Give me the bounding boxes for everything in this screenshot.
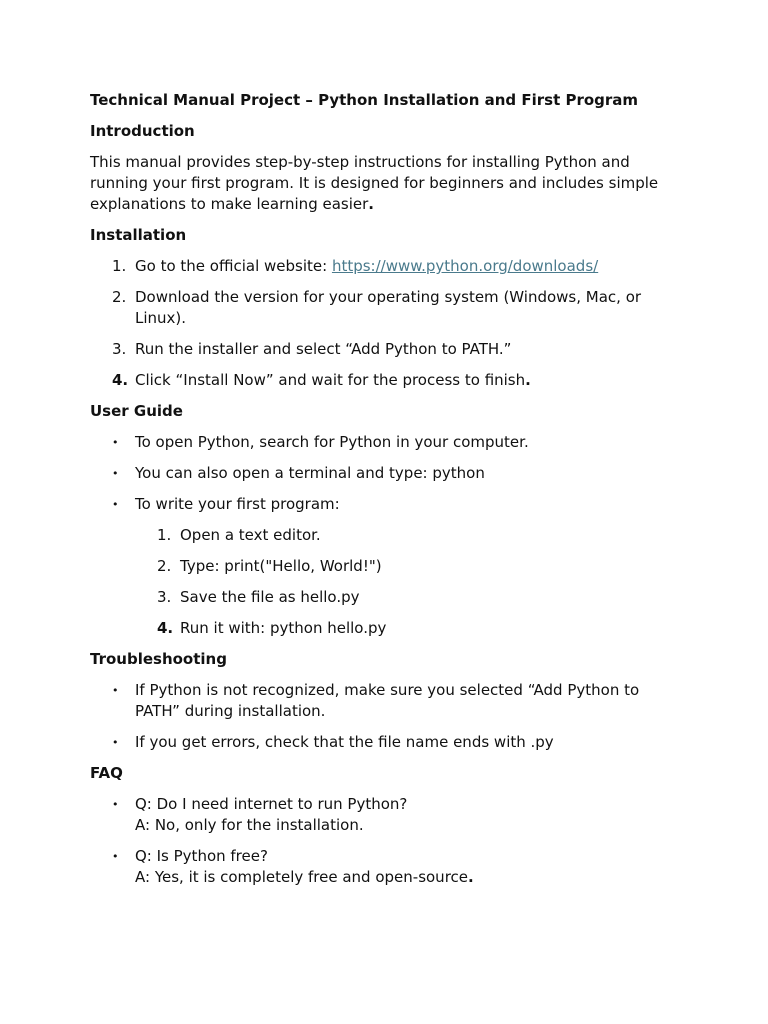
bullet-icon: • [112, 798, 119, 811]
bullet-icon: • [112, 736, 119, 749]
substep [135, 556, 668, 577]
bullet-icon: • [112, 436, 119, 449]
faq-item [90, 794, 668, 836]
user-guide-list [90, 432, 668, 639]
page-title: Technical Manual Project – Python Installation and First Program [90, 91, 639, 109]
substep-text: Type: print("Hello, World!") [180, 557, 382, 575]
list-item [90, 494, 668, 639]
faq-item [90, 846, 668, 888]
faq-question: Q: Do I need internet to run Python? [135, 795, 408, 813]
list-item-text: You can also open a terminal and type: python [135, 464, 485, 482]
list-item-text: To open Python, search for Python in your computer. [135, 433, 529, 451]
step-text: Download the version for your operating system (Windows, Mac, or Linux). [135, 288, 642, 327]
installation-step [90, 339, 668, 360]
faq-list [90, 794, 668, 888]
step-number: 4. [112, 371, 129, 389]
faq-answer [135, 867, 668, 888]
bullet-icon: • [112, 467, 119, 480]
list-item-text: To write your first program: [135, 495, 340, 513]
introduction-text: This manual provides step-by-step instructions for installing Python and running your first program. It is designed for beginners and includes simple explanations to make learning easier [90, 153, 659, 213]
substep-text: Save the file as hello.py [180, 588, 360, 606]
faq-answer: A: No, only for the installation. [135, 816, 364, 834]
faq-answer-end: . [468, 868, 474, 886]
user-guide-heading: User Guide [90, 402, 183, 420]
list-item [90, 680, 668, 722]
step-text: Go to the official website: [135, 257, 332, 275]
list-item [90, 463, 668, 484]
first-program-steps [135, 525, 668, 639]
introduction-end: . [368, 195, 374, 213]
substep-number: 1. [157, 526, 172, 544]
step-number: 1. [112, 257, 127, 275]
faq-answer-text: A: Yes, it is completely free and open-source [135, 868, 469, 886]
installation-heading: Installation [90, 226, 187, 244]
substep-number: 3. [157, 588, 172, 606]
faq-question: Q: Is Python free? [135, 847, 268, 865]
substep-number: 4. [157, 619, 174, 637]
list-item [90, 732, 668, 753]
step-end: . [525, 371, 531, 389]
faq-heading: FAQ [90, 764, 123, 782]
list-item [90, 432, 668, 453]
substep [135, 525, 668, 546]
substep-number: 2. [157, 557, 172, 575]
installation-step [90, 287, 668, 329]
substep [135, 618, 668, 639]
bullet-icon: • [112, 850, 119, 863]
substep-text: Open a text editor. [180, 526, 321, 544]
installation-step [90, 256, 668, 277]
troubleshooting-list [90, 680, 668, 753]
step-text: Click “Install Now” and wait for the process to finish [135, 371, 526, 389]
troubleshooting-heading: Troubleshooting [90, 650, 227, 668]
step-number: 2. [112, 288, 127, 306]
step-text: Run the installer and select “Add Python to PATH.” [135, 340, 512, 358]
introduction-paragraph [90, 152, 668, 215]
bullet-icon: • [112, 498, 119, 511]
list-item-text: If Python is not recognized, make sure you selected “Add Python to PATH” during installation. [135, 681, 640, 720]
bullet-icon: • [112, 684, 119, 697]
list-item-text: If you get errors, check that the file name ends with .py [135, 733, 554, 751]
substep [135, 587, 668, 608]
python-downloads-link[interactable]: https://www.python.org/downloads/ [331, 257, 599, 275]
introduction-heading: Introduction [90, 122, 195, 140]
installation-step [90, 370, 668, 391]
installation-steps [90, 256, 668, 391]
step-number: 3. [112, 340, 127, 358]
substep-text: Run it with: python hello.py [180, 619, 387, 637]
